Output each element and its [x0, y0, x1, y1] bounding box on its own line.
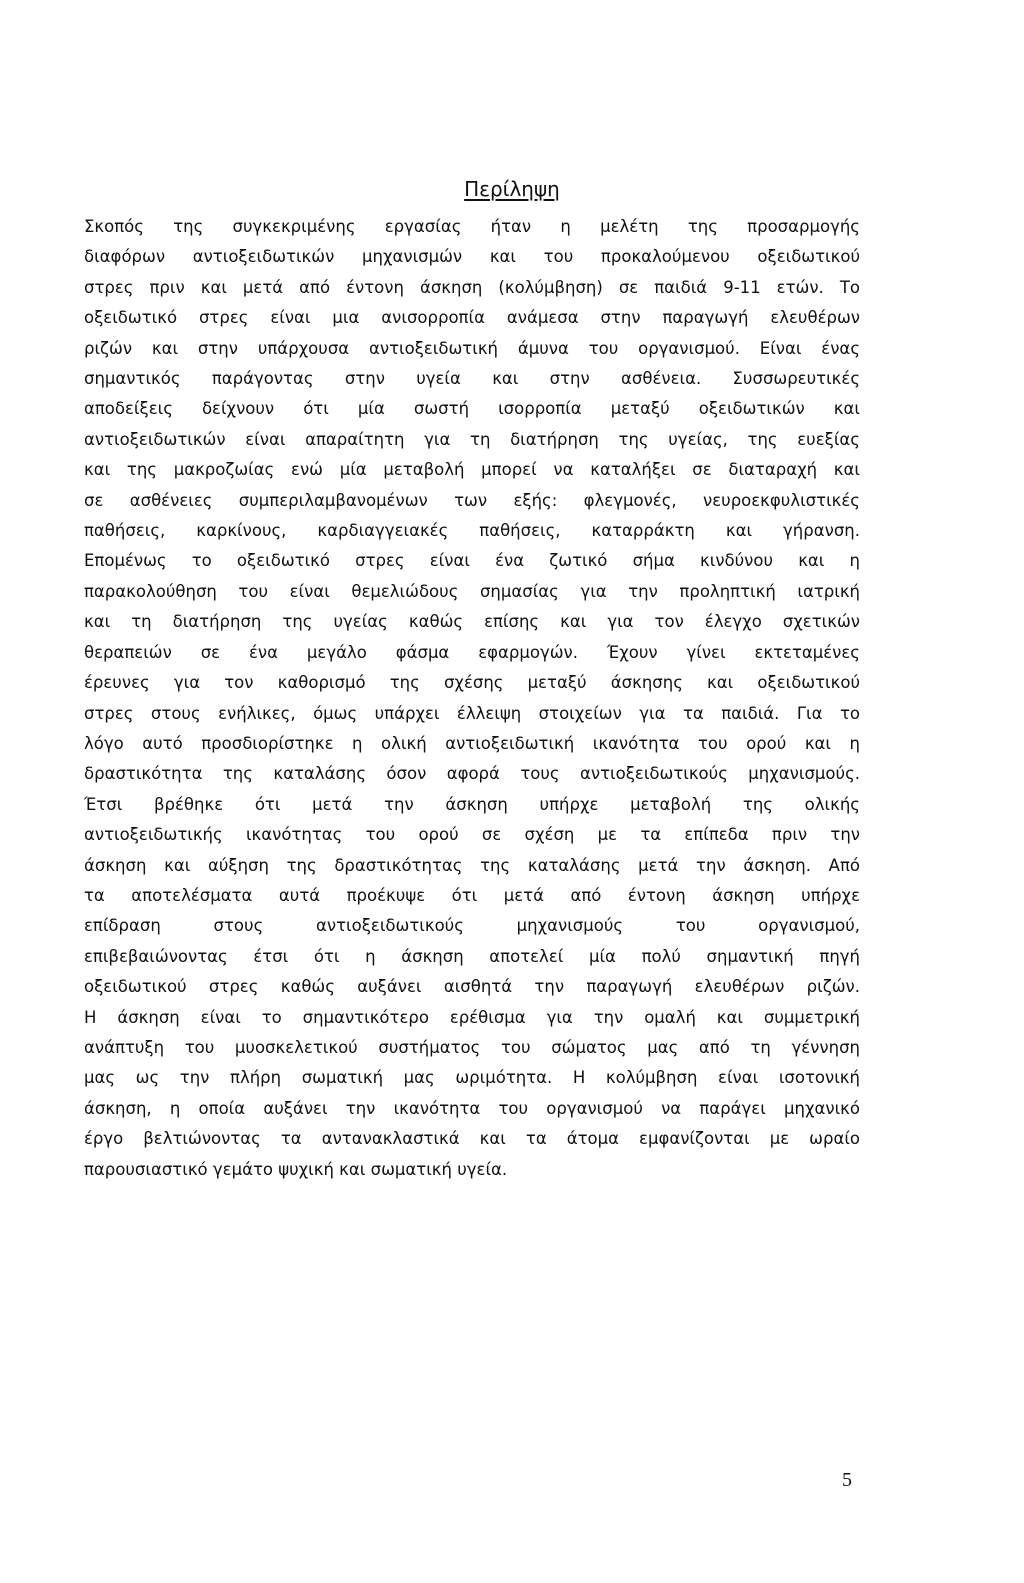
text-line: και της μακροζωίας ενώ μία μεταβολή μπορεί να καταλήξει σε διαταραχή και [84, 460, 860, 480]
text-line: θεραπειών σε ένα μεγάλο φάσμα εφαρμογών. Έχουν γίνει εκτεταμένες [84, 642, 860, 662]
text-line: σε ασθένειες συμπεριλαμβανομένων των εξής: φλεγμονές, νευροεκφυλιστικές [84, 490, 860, 510]
text-line: σημαντικός παράγοντας στην υγεία και στην ασθένεια. Συσσωρευτικές [84, 369, 860, 389]
text-line: διαφόρων αντιοξειδωτικών μηχανισμών και του προκαλούμενου οξειδωτικού [84, 247, 860, 267]
text-line: δραστικότητα της καταλάσης όσον αφορά τους αντιοξειδωτικούς μηχανισμούς. [84, 764, 860, 784]
text-line: Σκοπός της συγκεκριμένης εργασίας ήταν η μελέτη της προσαρμογής [84, 217, 860, 236]
text-line: έργο βελτιώνοντας τα αντανακλαστικά και τα άτομα εμφανίζονται με ωραίο [84, 1129, 860, 1149]
text-line: οξειδωτικού στρες καθώς αυξάνει αισθητά την παραγωγή ελευθέρων ριζών. [84, 977, 860, 997]
text-line: ριζών και στην υπάρχουσα αντιοξειδωτική άμυνα του οργανισμού. Είναι ένας [84, 338, 860, 358]
text-line: οξειδωτικό στρες είναι μια ανισορροπία ανάμεσα στην παραγωγή ελευθέρων [84, 308, 860, 328]
text-line: τα αποτελέσματα αυτά προέκυψε ότι μετά από έντονη άσκηση υπήρχε [84, 885, 860, 905]
text-line: μας ως την πλήρη σωματική μας ωριμότητα. Η κολύμβηση είναι ισοτονική [84, 1068, 860, 1088]
page-number: 5 [842, 1469, 852, 1491]
text-line: Επομένως το οξειδωτικό στρες είναι ένα ζωτικό σήμα κινδύνου και η [84, 551, 860, 571]
page-title: Περίληψη [464, 177, 560, 201]
text-line: επίδραση στους αντιοξειδωτικούς μηχανισμούς του οργανισμού, [84, 916, 860, 936]
text-line: Η άσκηση είναι το σημαντικότερο ερέθισμα για την ομαλή και συμμετρική [84, 1007, 860, 1027]
text-line: άσκηση και αύξηση της δραστικότητας της καταλάσης μετά την άσκηση. Από [84, 855, 860, 875]
text-line: στρες πριν και μετά από έντονη άσκηση (κολύμβηση) σε παιδιά 9-11 ετών. Το [84, 277, 860, 297]
text-line: Έτσι βρέθηκε ότι μετά την άσκηση υπήρχε μεταβολή της ολικής [84, 794, 860, 814]
text-line: στρες στους ενήλικες, όμως υπάρχει έλλειψη στοιχείων για τα παιδιά. Για το [84, 703, 860, 723]
text-line: έρευνες για τον καθορισμό της σχέσης μεταξύ άσκησης και οξειδωτικού [84, 673, 860, 693]
text-line: αντιοξειδωτικών είναι απαραίτητη για τη διατήρηση της υγείας, της ευεξίας [84, 429, 860, 449]
text-line: παθήσεις, καρκίνους, καρδιαγγειακές παθήσεις, καταρράκτη και γήρανση. [84, 521, 860, 541]
text-line: άσκηση, η οποία αυξάνει την ικανότητα του οργανισμού να παράγει μηχανικό [84, 1098, 860, 1118]
text-line: αποδείξεις δείχνουν ότι μία σωστή ισορροπία μεταξύ οξειδωτικών και [84, 399, 860, 419]
text-line: ανάπτυξη του μυοσκελετικού συστήματος του σώματος μας από τη γέννηση [84, 1037, 860, 1057]
text-line: και τη διατήρηση της υγείας καθώς επίσης και για τον έλεγχο σχετικών [84, 612, 860, 632]
abstract-body [84, 212, 860, 1185]
text-line: παρουσιαστικό γεμάτο ψυχική και σωματική υγεία. [84, 1159, 508, 1179]
text-line: λόγο αυτό προσδιορίστηκε η ολική αντιοξειδωτική ικανότητα του ορού και η [84, 733, 860, 753]
text-line: επιβεβαιώνοντας έτσι ότι η άσκηση αποτελεί μία πολύ σημαντική πηγή [84, 946, 860, 966]
text-line: παρακολούθηση του είναι θεμελιώδους σημασίας για την προληπτική ιατρική [84, 581, 860, 601]
text-line: αντιοξειδωτικής ικανότητας του ορού σε σχέση με τα επίπεδα πριν την [84, 825, 860, 845]
